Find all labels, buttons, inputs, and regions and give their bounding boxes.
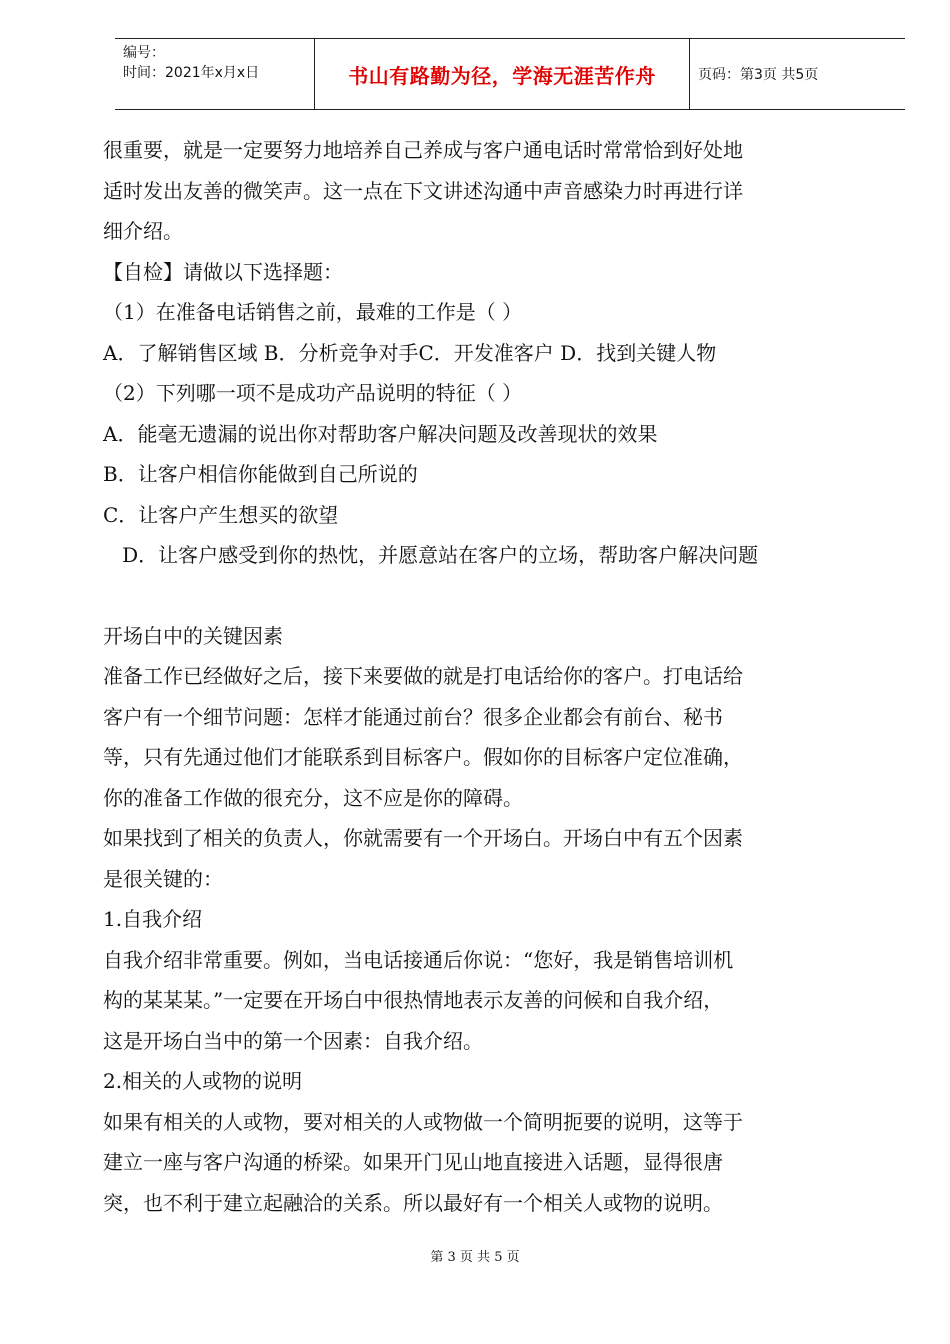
page-header: [115, 38, 905, 110]
question-1: （1）在准备电话销售之前，最难的工作是（ ）: [103, 300, 523, 324]
body-line: 如果找到了相关的负责人，你就需要有一个开场白。开场白中有五个因素: [103, 826, 743, 850]
document-time-label: 时间：2021年x月x日: [123, 65, 260, 81]
body-line: 很重要，就是一定要努力地培养自己养成与客户通电话时常常恰到好处地: [103, 138, 743, 162]
section-heading: 开场白中的关键因素: [103, 623, 283, 648]
body-line: 建立一座与客户沟通的桥梁。如果开门见山地直接进入话题，显得很唐: [103, 1150, 723, 1174]
body-line: 等，只有先通过他们才能联系到目标客户。假如你的目标客户定位准确，: [103, 745, 743, 769]
body-line: 这是开场白当中的第一个因素：自我介绍。: [103, 1028, 483, 1053]
body-line: 自我介绍非常重要。例如，当电话接通后你说：“您好，我是销售培训机: [103, 947, 734, 972]
document-body: [103, 130, 833, 1223]
question-2-option-a: A．能毫无遗漏的说出你对帮助客户解决问题及改善现状的效果: [103, 421, 658, 446]
page-footer: 第 3 页 共 5 页: [430, 1250, 520, 1265]
header-meta-cell: [115, 39, 315, 109]
body-line: 客户有一个细节问题：怎样才能通过前台？很多企业都会有前台、秘书: [103, 704, 723, 729]
body-line: 适时发出友善的微笑声。这一点在下文讲述沟通中声音感染力时再进行详: [103, 178, 743, 203]
question-2-option-b: B．让客户相信你能做到自己所说的: [103, 462, 418, 486]
subheading-related-person: 2.相关的人或物的说明: [103, 1069, 303, 1093]
question-1-options: A．了解销售区域 B．分析竞争对手C．开发准客户 D．找到关键人物: [103, 340, 717, 365]
body-line: 如果有相关的人或物，要对相关的人或物做一个简明扼要的说明，这等于: [103, 1109, 743, 1134]
question-2: （2）下列哪一项不是成功产品说明的特征（ ）: [103, 381, 523, 405]
document-number-label: 编号：: [123, 45, 165, 61]
body-line: 你的准备工作做的很充分，这不应是你的障碍。: [103, 785, 523, 810]
body-line: 构的某某某。”一定要在开场白中很热情地表示友善的问候和自我介绍，: [103, 988, 724, 1012]
body-line: 是很关键的：: [103, 866, 223, 891]
header-page-label: 页码：第3页 共5页: [698, 67, 819, 83]
section-spacer: [103, 576, 833, 616]
body-line: 突，也不利于建立起融洽的关系。所以最好有一个相关人或物的说明。: [103, 1190, 723, 1215]
subheading-self-intro: 1.自我介绍: [103, 907, 203, 931]
question-2-option-c: C．让客户产生想买的欲望: [103, 502, 339, 527]
header-motto: 书山有路勤为径，学海无涯苦作舟: [315, 39, 690, 109]
self-check-heading: 【自检】请做以下选择题：: [103, 259, 343, 284]
body-line: 准备工作已经做好之后，接下来要做的就是打电话给你的客户。打电话给: [103, 664, 743, 688]
question-2-option-d: D．让客户感受到你的热忱，并愿意站在客户的立场，帮助客户解决问题: [103, 543, 759, 567]
body-line: 细介绍。: [103, 219, 183, 243]
